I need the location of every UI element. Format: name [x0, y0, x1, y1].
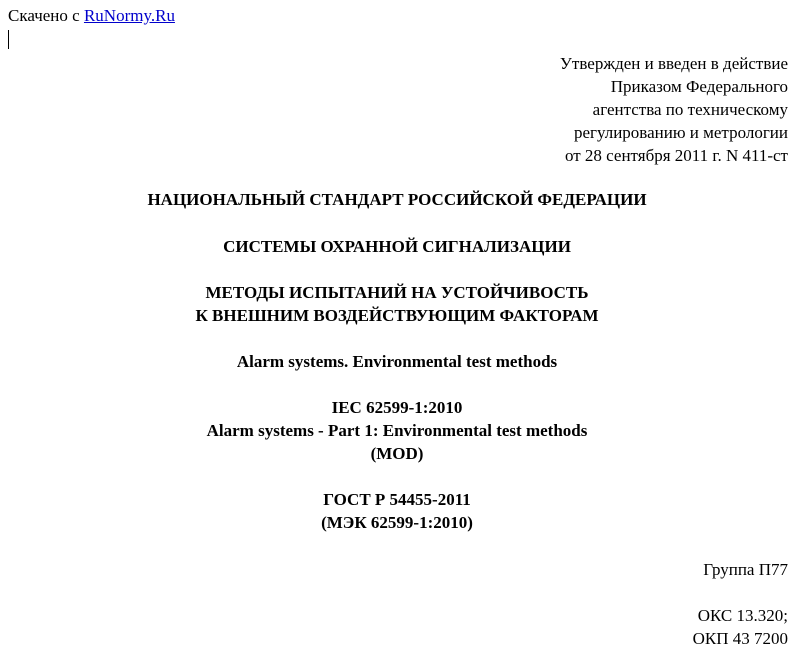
iec-title: Alarm systems - Part 1: Environmental test methods	[206, 421, 588, 440]
approval-line-3: агентства по техническому	[592, 100, 788, 119]
oks-code: ОКС 13.320;	[697, 606, 788, 625]
gost-equivalent: (МЭК 62599-1:2010)	[321, 513, 473, 532]
methods-heading	[0, 281, 794, 327]
source-link[interactable]: RuNormy.Ru	[83, 6, 175, 25]
group-code: Группа П77	[703, 560, 788, 579]
systems-title: СИСТЕМЫ ОХРАННОЙ СИГНАЛИЗАЦИИ	[223, 237, 571, 256]
systems-heading	[0, 235, 794, 258]
approval-line-4: регулированию и метрологии	[573, 123, 788, 142]
iec-modifier: (MOD)	[370, 444, 424, 463]
english-title: Alarm systems. Environmental test methods	[236, 352, 558, 371]
english-heading	[0, 350, 794, 373]
source-prefix: Скачено с	[8, 6, 84, 25]
national-standard-heading	[0, 188, 794, 211]
approval-line-5: от 28 сентября 2011 г. N 411-ст	[564, 146, 788, 165]
methods-title-line-2: К ВНЕШНИМ ВОЗДЕЙСТВУЮЩИМ ФАКТОРАМ	[195, 306, 599, 325]
national-standard-title: НАЦИОНАЛЬНЫЙ СТАНДАРТ РОССИЙСКОЙ ФЕДЕРАЦИИ	[147, 190, 647, 209]
text-cursor	[8, 30, 9, 49]
iec-reference	[0, 396, 794, 465]
methods-title-line-1: МЕТОДЫ ИСПЫТАНИЙ НА УСТОЙЧИВОСТЬ	[205, 283, 589, 302]
okp-code: ОКП 43 7200	[692, 629, 788, 648]
gost-code: ГОСТ Р 54455-2011	[323, 490, 471, 509]
gost-reference	[0, 488, 794, 534]
approval-line-2: Приказом Федерального	[610, 77, 788, 96]
iec-code: IEC 62599-1:2010	[331, 398, 463, 417]
approval-line-1: Утвержден и введен в действие	[559, 54, 788, 73]
source-line	[8, 6, 175, 26]
approval-block	[368, 52, 788, 167]
